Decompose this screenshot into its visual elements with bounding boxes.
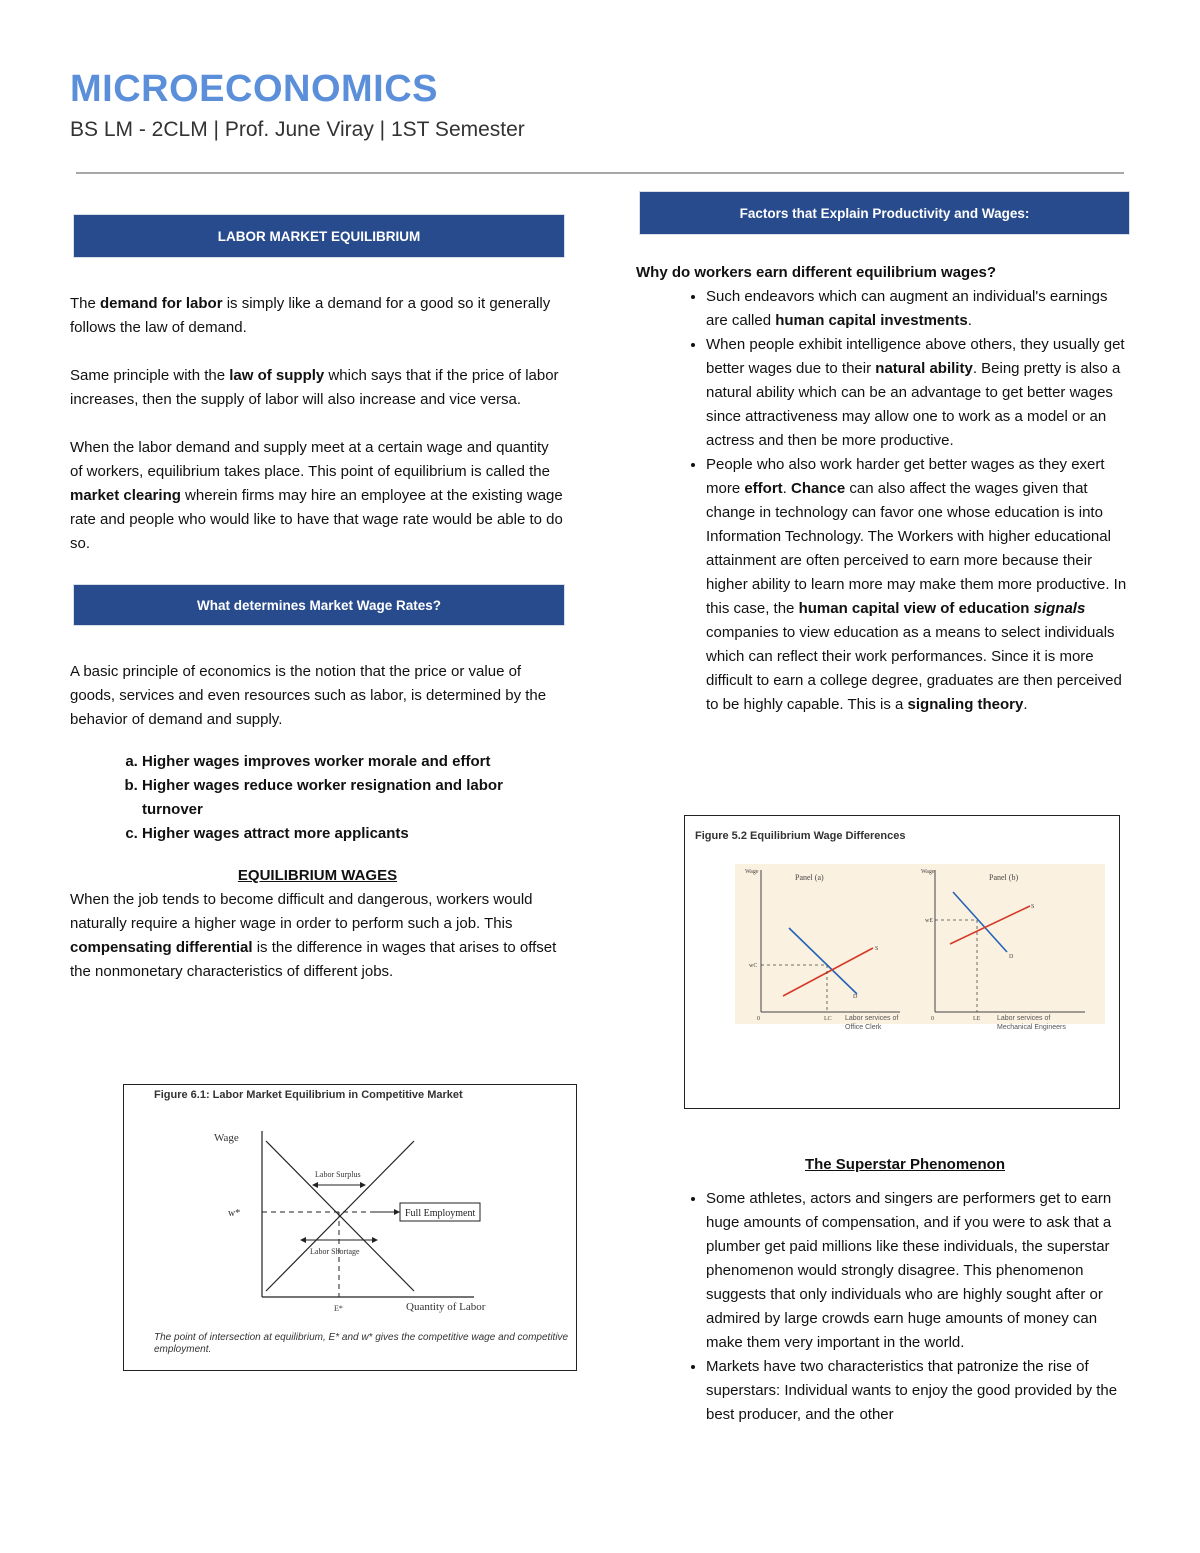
list-item: • Some athletes, actors and singers are performers get to earn huge amounts of compensation, and if you were to ask that a plumber get paid millions like these individuals, the superstar phenomenon would strongly disagree. This phenomenon suggests that only individuals who are highly sought after or admired by large crowds earn huge amounts of money can make them very important in the world. [706, 1187, 1130, 1355]
figure-title: Figure 5.2 Equilibrium Wage Differences [695, 830, 906, 842]
header-divider [76, 172, 1124, 174]
panel-a-wage-label: Wage [745, 869, 759, 875]
paragraph-market-clearing: When the labor demand and supply meet at a certain wage and quantity of workers, equilibrium takes place. This point of equilibrium is called the market clearing wherein firms may hire an employee at the existing wage rate and people who would like to have that wage rate would be able to do so. [70, 439, 563, 552]
list-item: • People who also work harder get better wages as they exert more effort. Chance can also affect the wages given that change in technology can favor one whose education is into Information Technology. The Workers with higher educational attainment are often perceived to earn more because their higher ability to learn more may make them more productive. In this case, the human capital view of education signals companies to view education as a means to select individuals which can reflect their work performances. Since it is more difficult to earn a college degree, graduates are then perceived to be highly capable. This is a signaling theory. [706, 453, 1130, 717]
panel-b-origin: 0 [931, 1016, 934, 1022]
equilibrium-wages-heading: EQUILIBRIUM WAGES [237, 867, 398, 884]
paragraph-compensating-differential: When the job tends to become difficult and dangerous, workers would naturally require a higher wage in order to perform such a job. This compensating differential is the difference in wages that arises to offset the nonmonetary characteristics of different jobs. [70, 891, 557, 980]
w-star-label: w* [228, 1208, 241, 1219]
paragraph-demand-for-labor: The demand for labor is simply like a demand for a good so it generally follows the law of demand. [70, 295, 551, 336]
list-item: • When people exhibit intelligence above others, they usually get better wages due to their natural ability. Being pretty is also a natural ability which can be an advantage to get better wages since attractiveness may allow one to work as a model or an actress and then be more productive. [706, 333, 1130, 453]
page-subtitle: BS LM - 2CLM | Prof. June Viray | 1ST Semester [70, 118, 525, 141]
right-column [636, 191, 1130, 717]
wage-differences-diagram [685, 816, 1118, 1107]
lc-label: LC [824, 1016, 832, 1022]
page-title: MICROECONOMICS [70, 68, 438, 110]
question-heading: Why do workers earn different equilibrium wages? [636, 264, 997, 281]
panel-a-s-label: S [875, 946, 879, 952]
superstar-list [636, 1187, 1130, 1427]
le-label: LE [973, 1016, 981, 1022]
labor-surplus-label: Labor Surplus [315, 1170, 361, 1179]
section-banner-factors: Factors that Explain Productivity and Wages: [639, 191, 1130, 235]
panel-a-x-label: Labor services of Office Clerk [845, 1015, 899, 1031]
wage-effects-list [70, 750, 565, 846]
panel-b-label: Panel (b) [989, 873, 1019, 882]
left-column [70, 214, 565, 984]
paragraph-basic-principle: A basic principle of economics is the notion that the price or value of goods, services and even resources such as labor, is determined by the behavior of demand and supply. [70, 663, 547, 728]
panel-b-wage-label: Wage [921, 869, 935, 875]
panel-a-label: Panel (a) [795, 873, 824, 882]
panel-b-x-label: Labor services of Mechanical Engineers [997, 1015, 1066, 1031]
factors-list [636, 285, 1130, 717]
list-item: b. Higher wages reduce worker resignation and labor turnover [142, 774, 565, 822]
list-item: c. Higher wages attract more applicants [142, 822, 565, 846]
full-employment-label: Full Employment [405, 1208, 476, 1219]
figure-equilibrium-wage-differences [684, 815, 1120, 1109]
panel-background [735, 864, 1105, 1024]
list-item: a. Higher wages improves worker morale and effort [142, 750, 565, 774]
superstar-heading: The Superstar Phenomenon [804, 1156, 1006, 1173]
wc-label: wC [749, 963, 758, 969]
section-banner-wage-rates: What determines Market Wage Rates? [73, 584, 565, 626]
we-label: wE [925, 918, 933, 924]
list-item: • Such endeavors which can augment an individual's earnings are called human capital investments. [706, 285, 1130, 333]
panel-a-d-label: D [853, 994, 858, 1000]
figure-title: Figure 6.1: Labor Market Equilibrium in Competitive Market [154, 1089, 463, 1101]
figure-caption: The point of intersection at equilibrium, E* and w* gives the competitive wage and competitive employment. [154, 1332, 569, 1355]
superstar-section [636, 1153, 1130, 1427]
list-item: • Markets have two characteristics that patronize the rise of superstars: Individual wants to enjoy the good provided by the best producer, and the other [706, 1355, 1130, 1427]
panel-b-d-label: D [1009, 954, 1014, 960]
y-axis-label: Wage [214, 1132, 239, 1144]
figure-labor-market-equilibrium [123, 1084, 577, 1371]
e-star-label: E* [334, 1304, 343, 1313]
paragraph-law-of-supply: Same principle with the law of supply which says that if the price of labor increases, then the supply of labor will also increase and vice versa. [70, 367, 559, 408]
x-axis-label: Quantity of Labor [406, 1301, 486, 1313]
equilibrium-diagram [124, 1085, 575, 1369]
panel-a-origin: 0 [757, 1016, 760, 1022]
section-banner-labor-market: LABOR MARKET EQUILIBRIUM [73, 214, 565, 258]
labor-shortage-label: Labor Shortage [310, 1247, 360, 1256]
panel-b-s-label: S [1031, 904, 1035, 910]
